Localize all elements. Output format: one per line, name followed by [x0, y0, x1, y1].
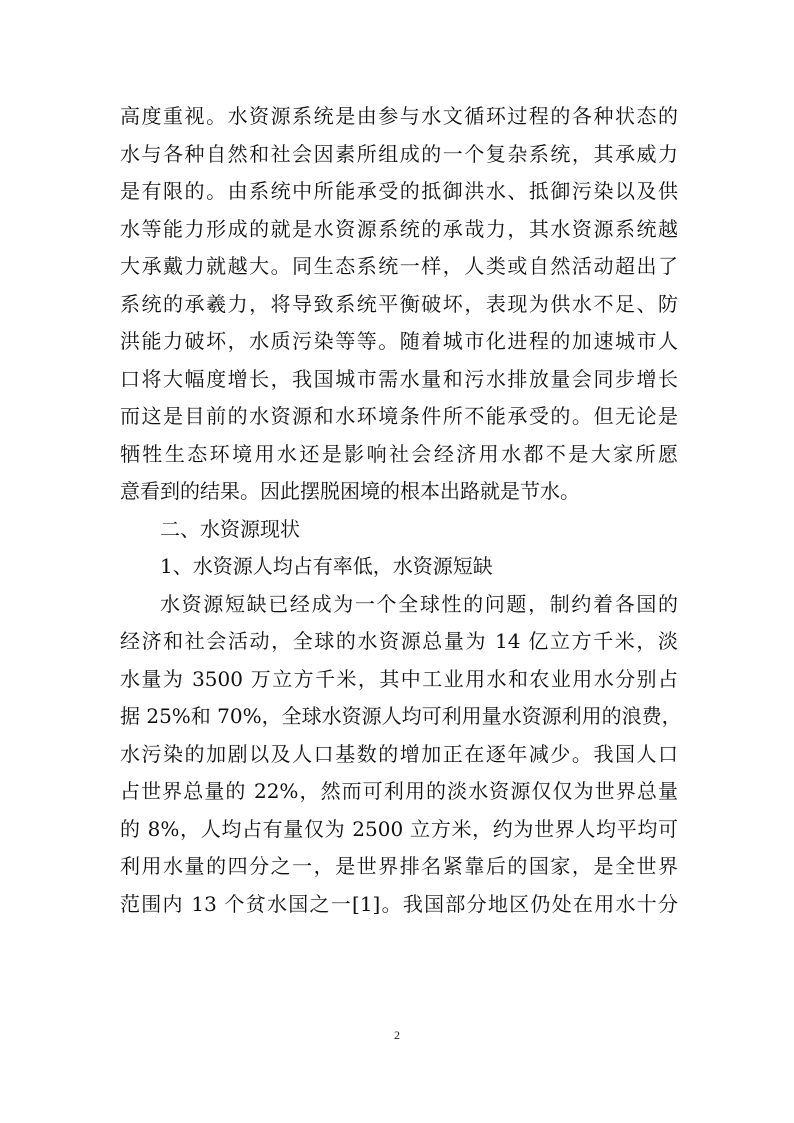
text-line: 的 8%，人均占有量仅为 2500 立方米，约为世界人均平均可 [120, 816, 678, 841]
section-heading: 二、水资源现状 [160, 516, 300, 541]
text-line: 占世界总量的 22%，然而可利用的淡水资源仅仅为世界总量 [120, 779, 678, 803]
subsection-heading: 1、水资源人均占有率低，水资源短缺 [160, 554, 493, 578]
text-line: 而这是目前的水资源和水环境条件所不能承受的。但无论是 [120, 404, 678, 428]
text-line: 据 25%和 70%，全球水资源人均可利用量水资源利用的浪费， [120, 704, 682, 728]
page-number: 2 [394, 1028, 400, 1042]
text-line: 牺牲生态环境用水还是影响社会经济用水都不是大家所愿 [120, 441, 678, 466]
text-line: 意看到的结果。因此摆脱困境的根本出路就是节水。 [120, 479, 580, 503]
text-line: 系统的承羲力，将导致系统平衡破坏，表现为供水不足、防 [120, 291, 678, 316]
text-line: 范围内 13 个贫水国之一[1]。我国部分地区仍处在用水十分 [120, 891, 678, 916]
body-text [120, 98, 682, 923]
text-line: 水资源短缺已经成为一个全球性的问题，制约着各国的 [160, 591, 678, 616]
text-line: 利用水量的四分之一，是世界排名紧靠后的国家，是全世界 [120, 854, 678, 878]
paragraph-continued [120, 98, 678, 511]
text-line: 水污染的加剧以及人口基数的增加正在逐年减少。我国人口 [120, 741, 678, 766]
text-line: 水等能力形成的就是水资源系统的承哉力，其水资源系统越 [120, 216, 678, 241]
text-line: 经济和社会活动，全球的水资源总量为 14 亿立方千米，淡 [120, 629, 678, 653]
text-line: 是有限的。由系统中所能承受的抵御洪水、抵御污染以及供 [120, 179, 678, 203]
text-line: 水量为 3500 万立方千米，其中工业用水和农业用水分别占 [120, 666, 678, 691]
text-line: 口将大幅度增长，我国城市需水量和污水排放量会同步增长 [120, 366, 678, 391]
paragraph-main [120, 586, 682, 924]
text-line: 大承戴力就越大。同生态系统一样，人类或自然活动超出了 [120, 254, 678, 278]
text-line: 洪能力破坏，水质污染等等。随着城市化进程的加速城市人 [120, 329, 678, 353]
text-line: 高度重视。水资源系统是由参与水文循环过程的各种状态的 [120, 104, 678, 128]
text-line: 水与各种自然和社会因素所组成的一个复杂系统，其承威力 [120, 141, 678, 166]
